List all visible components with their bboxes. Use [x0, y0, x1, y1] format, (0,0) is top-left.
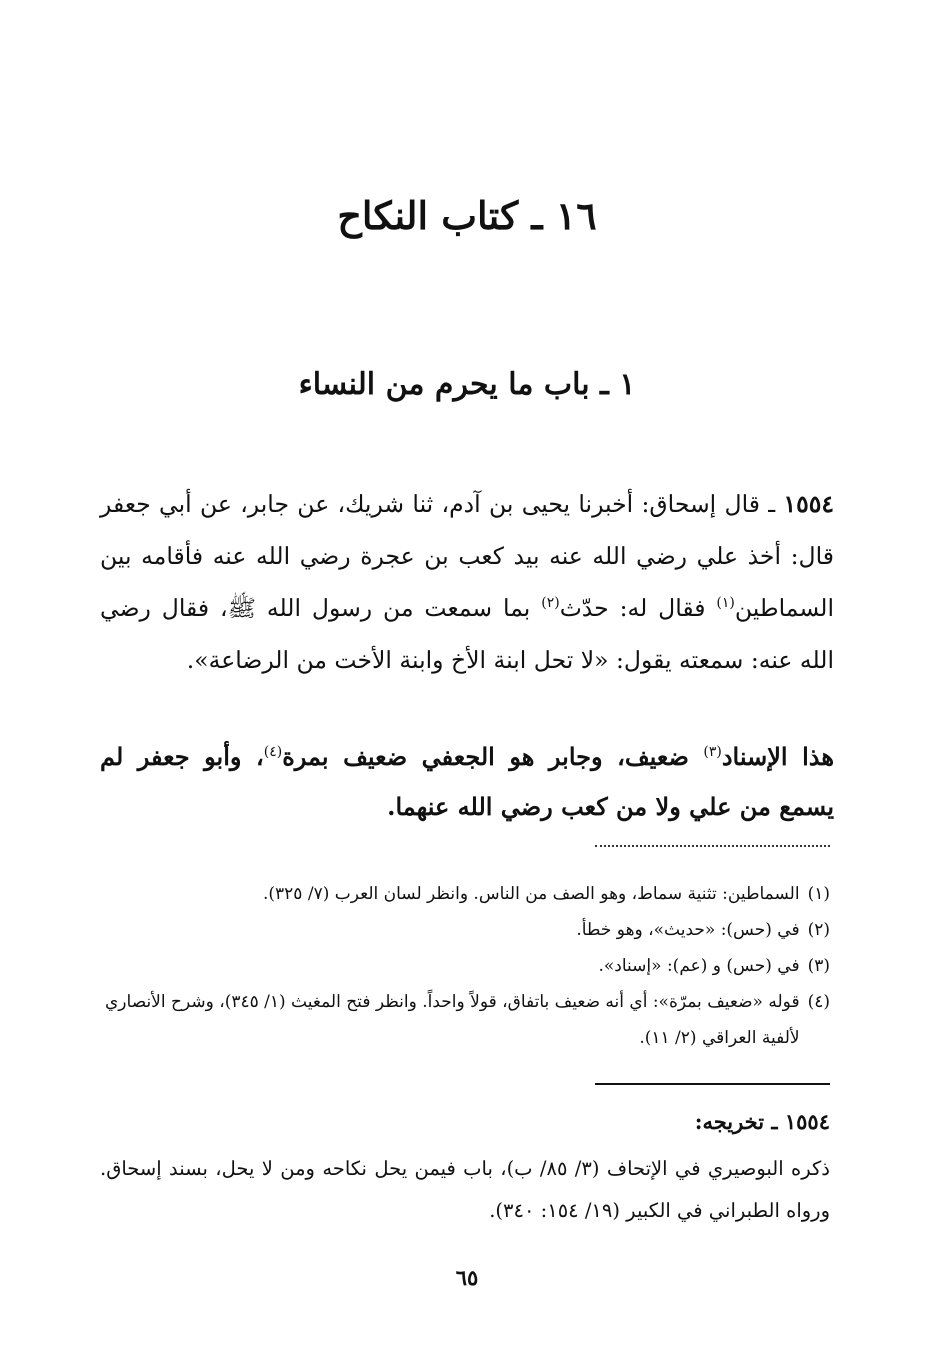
grading-part-1: هذا الإسناد: [721, 742, 835, 771]
footnote-item: [100, 876, 830, 912]
hadith-text-part-2: فقال له: حدّث: [559, 594, 717, 622]
footnote-text: قوله «ضعيف بمرّة»: أي أنه ضعيف باتفاق، قولاً واحداً. وانظر فتح المغيث (١/ ٣٤٥)، وشرح الأنصاري لألفية العراقي (٢/ ١١).: [105, 992, 800, 1048]
grading-part-3: ، وأبو جعفر لم يسمع من علي ولا من كعب رضي الله عنهما.: [100, 742, 834, 821]
grading-part-2: ضعيف، وجابر هو الجعفي ضعيف بمرة: [282, 742, 704, 771]
footnote-item: [100, 984, 830, 1056]
footnotes: [100, 876, 830, 1056]
footnote-ref-4[interactable]: (٤): [263, 744, 283, 760]
hadith-text-part-1: ـ قال إسحاق: أخبرنا يحيى بن آدم، ثنا شريك، عن جابر، عن أبي جعفر قال: أخذ علي رضي الله عنه بيد كعب بن عجرة رضي الله عنه فأقامه بين السماطين: [100, 490, 834, 622]
footnote-separator: [595, 845, 830, 863]
footnote-number: (٤): [807, 992, 830, 1012]
footnote-number: (١): [807, 884, 830, 904]
footnote-ref-2[interactable]: (٢): [541, 595, 560, 612]
footnote-ref-3[interactable]: (٣): [703, 744, 722, 760]
section-title: ١ ـ باب ما يحرم من النساء: [298, 367, 636, 402]
takhrij-heading: ١٥٥٤ ـ تخريجه:: [694, 1109, 830, 1134]
footnote-number: (٣): [807, 956, 830, 976]
hadith-text: [100, 478, 834, 686]
footnote-item: [100, 912, 830, 948]
footnote-ref-1[interactable]: (١): [716, 595, 735, 612]
footnote-text: في (حس): «حديث»، وهو خطأ.: [576, 920, 800, 940]
footnote-text: في (حس) و (عم): «إسناد».: [598, 956, 800, 976]
footnote-item: [100, 948, 830, 984]
hadith-number: ١٥٥٤: [783, 490, 834, 518]
takhrij-separator: [595, 1083, 830, 1085]
hadith-text-part-3: بما سمعت من رسول الله ﷺ، فقال رضي الله عنه: سمعته يقول: «لا تحل ابنة الأخ وابنة الأخت من الرضاعة».: [100, 594, 834, 674]
takhrij-body: ذكره البوصيري في الإتحاف (٣/ ٨٥/ ب)، باب فيمن يحل نكاحه ومن لا يحل، بسند إسحاق. ورواه الطبراني في الكبير (١٩/ ١٥٤: ٣٤٠).: [100, 1157, 830, 1222]
page-number: ٦٥: [455, 1265, 479, 1290]
footnote-number: (٢): [807, 920, 830, 940]
chapter-title: ١٦ ـ كتاب النكاح: [337, 193, 597, 238]
footnote-text: السماطين: تثنية سماط، وهو الصف من الناس. وانظر لسان العرب (٧/ ٣٢٥).: [262, 884, 800, 904]
isnad-grading: [100, 732, 834, 832]
